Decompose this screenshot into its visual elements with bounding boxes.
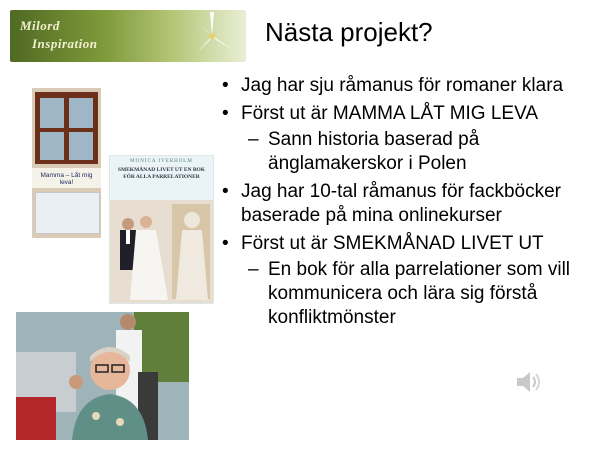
milord-inspiration-logo: [10, 10, 246, 62]
window-photo: [32, 88, 101, 238]
logo-line-2: Inspiration: [32, 36, 98, 51]
bullet-item: [222, 232, 600, 256]
window-pane: [69, 98, 93, 128]
sub-bullet-text: En bok för alla parrelationer som vill kommunicera och lära sig förstå konfliktmönster: [268, 259, 571, 328]
bullet-list: [222, 70, 600, 330]
window-pane: [40, 98, 64, 128]
bullet-marker: •: [222, 181, 229, 202]
sub-bullet-item: [222, 258, 600, 330]
portrait-photo-scene: [16, 312, 189, 440]
book-author: MONICA IVERHOLM: [130, 159, 193, 164]
sub-bullet-item: [222, 128, 600, 176]
lily-flower-icon: [182, 10, 242, 62]
sub-bullet-marker: –: [248, 129, 259, 150]
sub-bullet-text: Sann historia baserad på änglamakerskor i Polen: [268, 129, 480, 174]
sub-bullet-marker: –: [248, 259, 259, 280]
bullet-marker: •: [222, 103, 229, 124]
slide-title: Nästa projekt?: [265, 17, 433, 47]
bullet-item: [222, 180, 600, 228]
bullet-text: Först ut är MAMMA LÅT MIG LEVA: [241, 103, 539, 124]
bullet-marker: •: [222, 75, 229, 96]
bullet-text: Jag har sju råmanus för romaner klara: [241, 75, 564, 96]
book-title: SMEKMÅNAD LIVET UT EN BOK FÖR ALLA PARRELATIONER: [117, 167, 206, 180]
bullet-item: [222, 74, 600, 98]
bullet-item: [222, 102, 600, 126]
window-caption: Mamma – Låt mig leva!: [40, 172, 93, 186]
speaker-icon[interactable]: [515, 369, 543, 395]
window-lower-box: [35, 192, 100, 234]
window-pane: [40, 132, 64, 160]
window-pane: [69, 132, 93, 160]
bullet-text: Först ut är SMEKMÅNAD LIVET UT: [241, 233, 544, 254]
book-cover: [109, 155, 214, 304]
portrait-photo: [16, 312, 189, 440]
logo-line-1: Milord: [20, 18, 60, 33]
wedding-couple-illustration: [110, 200, 213, 303]
bullet-text: Jag har 10-tal råmanus för fackböcker baserade på mina onlinekurser: [241, 181, 561, 226]
bullet-marker: •: [222, 233, 229, 254]
